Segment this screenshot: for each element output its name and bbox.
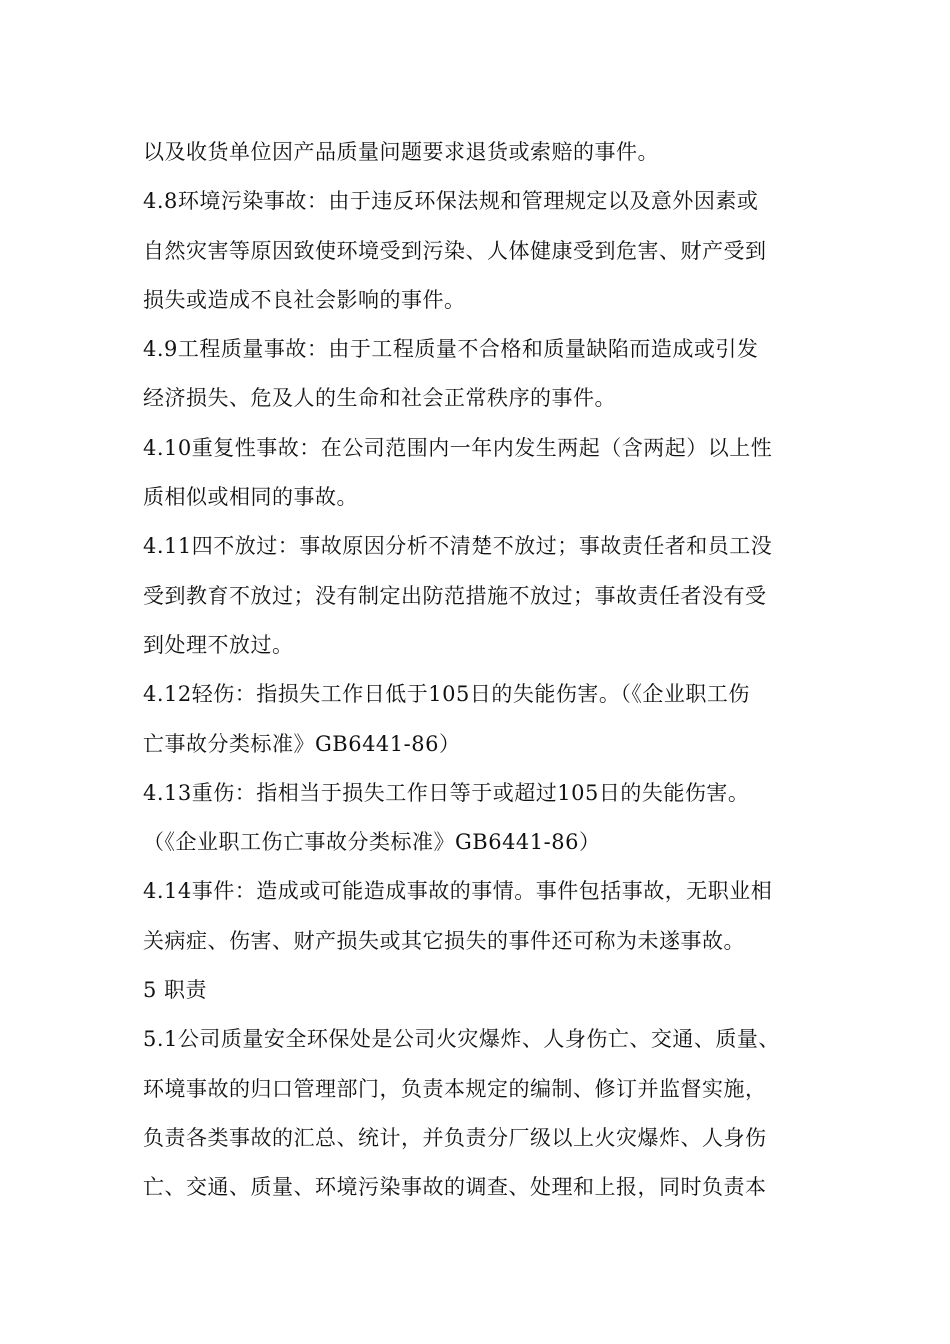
text-line: 4.10重复性事故：在公司范围内一年内发生两起（含两起）以上性 <box>143 435 773 460</box>
text-line: 环境事故的归口管理部门，负责本规定的编制、修订并监督实施， <box>143 1076 767 1101</box>
text-line: 5.1公司质量安全环保处是公司火灾爆炸、人身伤亡、交通、质量、 <box>143 1027 780 1052</box>
text-line: 损失或造成不良社会影响的事件。 <box>143 287 466 312</box>
text-line: 4.13重伤：指相当于损失工作日等于或超过105日的失能伤害。 <box>143 780 750 805</box>
text-line: 4.9工程质量事故：由于工程质量不合格和质量缺陷而造成或引发 <box>143 337 759 362</box>
text-line: 4.14事件：造成或可能造成事故的事情。事件包括事故，无职业相 <box>143 879 773 904</box>
text-line: 关病症、伤害、财产损失或其它损失的事件还可称为未遂事故。 <box>143 928 745 953</box>
text-line: 以及收货单位因产品质量问题要求退货或索赔的事件。 <box>143 140 659 164</box>
text-line: 亡、交通、质量、环境污染事故的调查、处理和上报，同时负责本 <box>143 1175 767 1200</box>
text-line: 4.12轻伤：指损失工作日低于105日的失能伤害。（《企业职工伤 <box>143 682 750 707</box>
text-line: 自然灾害等原因致使环境受到污染、人体健康受到危害、财产受到 <box>143 238 767 263</box>
text-line: 4.11四不放过：事故原因分析不清楚不放过；事故责任者和员工没 <box>143 534 773 559</box>
text-line: 亡事故分类标准》GB6441-86） <box>143 731 461 756</box>
text-line: 4.8环境污染事故：由于违反环保法规和管理规定以及意外因素或 <box>143 189 759 214</box>
text-line: 质相似或相同的事故。 <box>143 485 358 510</box>
text-line: 到处理不放过。 <box>143 632 294 657</box>
text-line: 经济损失、危及人的生命和社会正常秩序的事件。 <box>143 386 616 411</box>
document-body <box>143 128 833 1213</box>
section-heading: 5 职责 <box>143 978 208 1003</box>
text-line: 负责各类事故的汇总、统计，并负责分厂级以上火灾爆炸、人身伤 <box>143 1125 767 1150</box>
text-line: （《企业职工伤亡事故分类标准》GB6441-86） <box>143 830 601 855</box>
text-line: 受到教育不放过；没有制定出防范措施不放过；事故责任者没有受 <box>143 583 767 608</box>
